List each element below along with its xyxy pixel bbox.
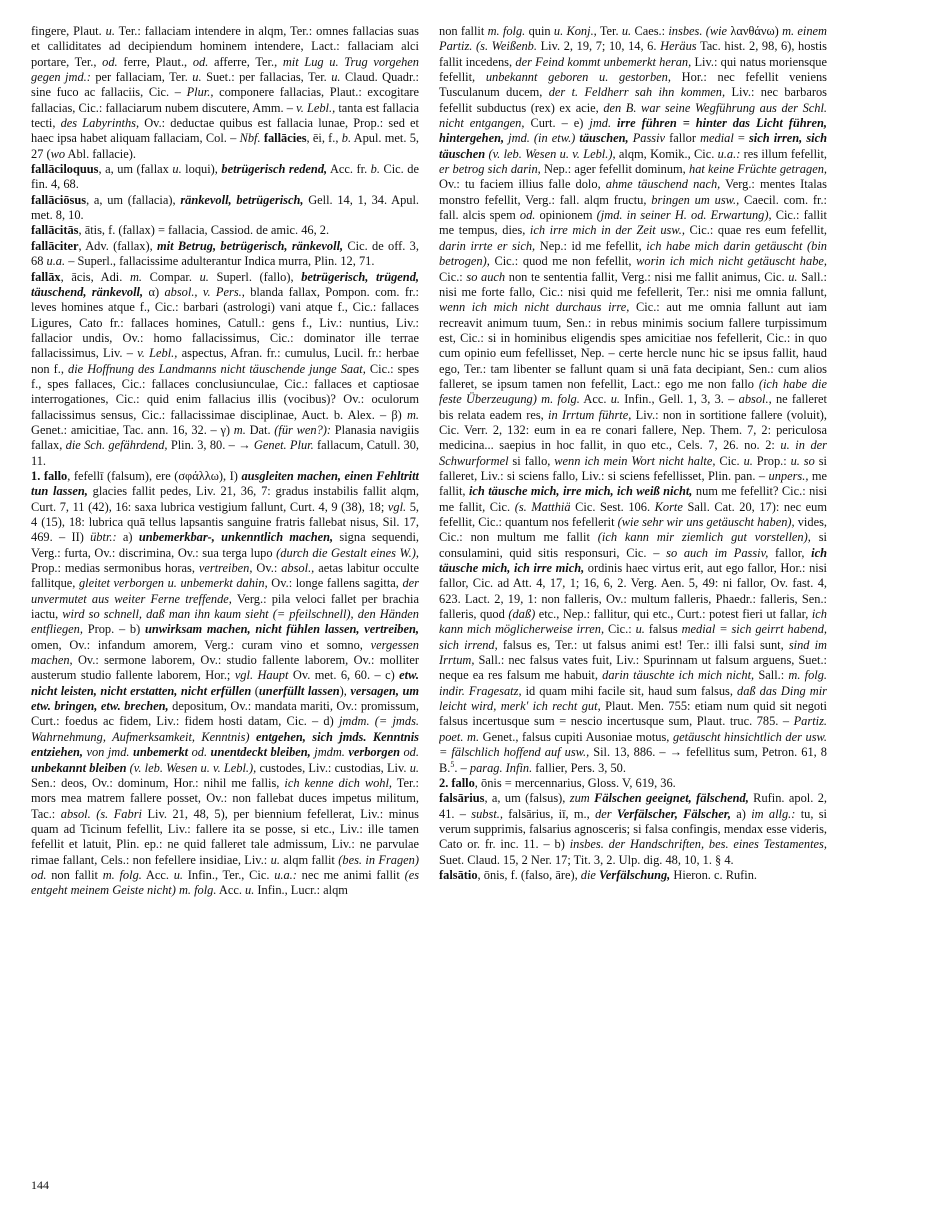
entry-text: a) xyxy=(116,530,139,545)
entry-text: v. Lebl., xyxy=(137,346,178,361)
entry-text: in Irrtum führte, xyxy=(548,407,632,422)
entry-text: falsus es, Ter.: ut falsus animi est! Ter.: illi falsi sunt, xyxy=(497,637,789,652)
entry-text: afferre, Ter., xyxy=(208,54,283,69)
entry-text: ), xyxy=(339,683,351,698)
entry-text: od. xyxy=(192,54,209,69)
entry-text: ferre, Plaut., xyxy=(117,54,193,69)
entry-text: glacies fallit pedes, Liv. 21, 36, 7: gradus instabilis fallit alqm, Curt. 7, 11 (42), 16: saxa lubrica vestigium fallunt, Curt. 4, 9 (38), 18; xyxy=(31,484,419,514)
entry-text: . – xyxy=(454,760,470,775)
entry-text: Cic.: xyxy=(439,269,467,284)
entry-text: Suet.: per fallacias, Ter. xyxy=(201,70,332,85)
entry-text: bringen um usw., xyxy=(651,192,740,207)
entry-text: vides, Cic.: non multum me fallit xyxy=(439,515,827,545)
entry-text: Plur., xyxy=(186,85,214,100)
entry-text: von jmd. xyxy=(86,745,130,760)
entry-text: Acc. fr. xyxy=(327,162,371,177)
entry-text: Infin., Ter., Cic. xyxy=(183,867,275,882)
entry-text: darin irrte er sich, xyxy=(439,238,536,253)
entry-text: jmd. xyxy=(589,116,612,131)
entry-text: u. so xyxy=(790,453,815,468)
entry-text: si consulamini, quid sitis responsuri, Cic. – xyxy=(439,530,827,560)
entry-headword: fallāciloquus xyxy=(31,162,99,177)
entry-text: Korte xyxy=(654,499,683,514)
entry-text: u.a.: xyxy=(274,867,297,882)
entry-text: , Adv. (fallax), xyxy=(78,238,158,253)
dictionary-entry xyxy=(439,868,827,883)
entry-text: Fälschen geeignet, fälschend, xyxy=(589,791,749,806)
entry-text: betrügerisch, trügend, täuschend, ränkevoll, xyxy=(31,269,419,299)
entry-text: fingere, Plaut. xyxy=(31,24,106,38)
entry-text: Nbf. xyxy=(239,131,261,146)
entry-text: Ov. met. 6, 60. – c) xyxy=(288,668,400,683)
entry-text: unbemerkbar-, unkenntlich machen, xyxy=(138,530,334,545)
entry-text: m. folg. xyxy=(102,867,142,882)
dictionary-entry xyxy=(31,193,419,224)
entry-text: b. xyxy=(370,162,380,177)
entry-headword: 2. fallo xyxy=(439,775,475,790)
entry-text: m. folg. xyxy=(487,24,526,38)
entry-text: Verfälschung, xyxy=(595,867,671,882)
entry-text: wenn ich mich nicht durchaus irre, xyxy=(439,300,630,315)
entry-text: ich habe mich darin getäuscht (bin betrogen), xyxy=(439,238,827,269)
entry-text: v. Lebl., xyxy=(296,100,336,115)
entry-text: Apul. met. 5, 27 ( xyxy=(31,131,419,161)
entry-text: Nep.: ager fefellit dominum, xyxy=(540,162,689,177)
entry-text: absol., v. Pers., xyxy=(164,284,245,299)
entry-text: , ācis, Adi. xyxy=(60,269,130,284)
entry-text: darin täuschte ich mich nicht, xyxy=(602,668,755,683)
entry-text: fallier, Pers. 3, 50. xyxy=(532,760,626,775)
entry-text: u. xyxy=(199,269,209,284)
entry-text: (ich habe die feste Überzeugung) m. folg. xyxy=(439,376,827,407)
entry-text: tu, si verum supprimis, falsarius agnosceris; si falsa confingis, mendax esse videris, Cato or. fr. inc. 11. – b) xyxy=(439,806,827,852)
entry-text: ich kenne dich wohl, xyxy=(284,775,393,790)
entry-text: im allg.: xyxy=(751,806,796,821)
entry-text: Cic.: quae res eum fefellit, xyxy=(684,223,827,238)
entry-text: ahme täuschend nach, xyxy=(605,177,721,192)
entry-text: mit Lug u. Trug vorgehen gegen jmd.: xyxy=(31,54,419,85)
entry-text: (daß) xyxy=(508,607,536,622)
entry-text: m. folg. indir. Fragesatz, xyxy=(439,668,827,698)
entry-text: Verfälscher, Fälscher, xyxy=(611,806,731,821)
entry-text: u. xyxy=(105,24,115,38)
entry-text: fallor, xyxy=(768,545,812,560)
entry-text: quin xyxy=(525,24,554,38)
entry-text: Ov.: sermone laborem, Ov.: studio fallente laborem, Ov.: molliter austerum studio fallente laborem, Hor.; xyxy=(31,653,419,683)
entry-text: Verg.: pila veloci fallet per brachia iactu, xyxy=(31,591,419,622)
entry-text: Genet.: amicitiae, Tac. ann. 16, 32. – γ) xyxy=(31,422,234,437)
entry-text: (ich kann mir ziemlich gut vorstellen), xyxy=(597,530,811,545)
entry-text: Hor.: nec fefellit veniens Tusculanum ducem, xyxy=(439,70,827,100)
entry-text: Ov.: tu faciem illius falle dolo, xyxy=(439,177,606,192)
entry-text: Gell. 14, 1, 34. Apul. met. 8, 10. xyxy=(31,192,419,223)
entry-text: so auch xyxy=(466,269,506,284)
entry-text: unbekannt bleiben xyxy=(31,760,127,775)
entry-text: der Feind kommt unbemerkt heran, xyxy=(515,54,692,69)
entry-text: ränkevoll, betrügerisch, xyxy=(180,192,304,207)
entry-text: mit Betrug, betrügerisch, ränkevoll, xyxy=(157,238,344,253)
entry-text: falsārius, iī, m., xyxy=(502,806,596,821)
entry-text: u. Konj., xyxy=(553,24,597,38)
entry-headword: fallāciter xyxy=(31,238,79,253)
entry-text: aspectus, Afran. fr.: cumulus, Lucil. fr.: herbae non f., xyxy=(31,346,419,376)
entry-text: u.a. xyxy=(46,254,66,269)
dictionary-entry xyxy=(439,24,827,776)
dictionary-entry xyxy=(31,162,419,193)
entry-text: , ōnis, f. (falso, āre), xyxy=(477,867,581,882)
entry-text: = xyxy=(733,131,749,146)
entry-text: subst., xyxy=(471,806,503,821)
entry-text: si falleret, Liv.: si sciens fallo, Liv.: si sciens fefellisset, Plin. pan. – xyxy=(439,453,827,483)
entry-text: zum xyxy=(569,791,590,806)
entry-text: u. xyxy=(270,852,280,867)
entry-text: Liv.: non in sortitione fallere (voluit), Cic. Verr. 2, 132: eum in ea re conari fallere, Nep. Them. 7, 2: periculosa medicina... saepius in hoc fallit, in quo etc., Cels. 7, 26. no. 2: xyxy=(439,407,827,453)
entry-text: u. xyxy=(409,760,419,775)
entry-text: Infin., Lucr.: alqm xyxy=(254,883,348,898)
entry-text: vergessen machen, xyxy=(31,637,419,668)
entry-text: (v. leb. Wesen u. v. Lebl.), xyxy=(488,146,616,161)
entry-text: u. in der Schwurformel xyxy=(439,438,827,468)
entry-text: Planasia navigiis fallax, xyxy=(31,422,419,453)
entry-text: (wie sehr wir uns getäuscht haben), xyxy=(617,515,795,529)
entry-headword: falsātio xyxy=(439,867,478,882)
entry-text: Sall. Cat. 20, 17): nec eum fefellit, Cic.: quantum nos fefellerit xyxy=(439,499,827,529)
entry-text: Prop.: medias sermonibus horas, xyxy=(31,561,199,576)
entry-text: Cic. xyxy=(715,453,744,468)
entry-text: , fefellī (falsum), ere (σφάλλω), I) xyxy=(67,468,242,483)
entry-text: Plin. 3, 80. – → xyxy=(167,438,254,453)
entry-text: Cic.: quod me non fefellit, xyxy=(489,254,637,269)
entry-text: Ov.: xyxy=(252,561,282,576)
entry-text: gleitet verborgen u. unbemerkt dahin, xyxy=(78,576,268,591)
entry-text: m. einem Partiz. (s. Weißenb. xyxy=(439,24,827,54)
entry-text: Liv.: nec barbaros fefellit subductus (rex) ex acie, xyxy=(439,85,827,115)
entry-text: etc., Nep.: fallitur, qui etc., Curt.: potest fieri ut fallar, xyxy=(535,607,812,622)
entry-text: Tac. hist. 2, 98, 6), hostis fallit incedens, xyxy=(439,39,827,69)
entry-text: wird so schnell, daß man ihn kaum sieht (= pfeilschnell), den Händen entfliegen, xyxy=(31,607,419,637)
entry-text: , ōnis = mercennarius, Gloss. V, 619, 36. xyxy=(474,775,676,790)
entry-text: blanda fallax, Pompon. com. fr.: leves homines atque f., Cic.: barbari (astrologi) vani atque f., Cic.: fallaces Ligures, Cato fr.: fallaces homines, Catull.: gens f., Liv.: nuntius, Liv.: fallacior undis, Ov.: homo fallacissimus, Cic.: dominator ille terrae fallacissimus, Liv. – xyxy=(31,284,419,361)
entry-text: Curt. – e) xyxy=(524,116,590,131)
entry-text: verborgen xyxy=(344,745,400,760)
entry-text: non fallit xyxy=(46,867,103,882)
entry-text: – Superl., fallacissime adulterantur Indica murra, Plin. 12, 71. xyxy=(65,254,375,269)
entry-text: Sall.: xyxy=(754,668,789,683)
entry-text: worin ich mich nicht getäuscht habe, xyxy=(636,254,827,269)
entry-text: Acc. xyxy=(216,883,246,898)
entry-text: me fallit, xyxy=(439,468,827,499)
left-column xyxy=(31,24,419,1176)
entry-text: insbes. der Handschriften, bes. eines Testamentes, xyxy=(569,837,827,852)
entry-text: Acc. xyxy=(579,392,611,407)
entry-text: od. xyxy=(102,54,118,69)
entry-text: der xyxy=(595,806,612,821)
entry-text: λανθάνω) xyxy=(727,24,783,38)
entry-text: Cic.: xyxy=(604,622,636,637)
entry-text: Cic.: spes f., spes fallaces, Cic.: fallaces conclusiunculae, Cic.: fallaces et captiosae interrogationes, Cic.: quid enim fallacius illis (vocibus)? Ov.: oculorum fallacissimus sensus, Cic.: fallacissimae disciplinae, Auct. b. Alex. – β) xyxy=(31,361,419,422)
entry-text: u. xyxy=(192,70,202,85)
entry-text: insbes. (wie xyxy=(668,24,728,38)
entry-text: componere fallacias, Plaut.: excogitare fallacias, Cic.: fallaciarum nubem discutere, Amm. – xyxy=(31,85,419,115)
entry-headword: 1. fallo xyxy=(31,468,68,483)
entry-text: Cic.: fallit me tempus, dies, xyxy=(439,208,827,238)
page-number: 144 xyxy=(31,1178,49,1192)
entry-text: Sen.: deos, Ov.: dominum, Hor.: nihil me fallis, xyxy=(31,775,285,790)
entry-text: , a, um (falsus), xyxy=(484,791,570,806)
right-column xyxy=(439,24,827,1176)
entry-text: Acc. xyxy=(141,867,174,882)
entry-text: opinionem xyxy=(535,208,597,223)
entry-text: (für wen?): xyxy=(274,422,332,437)
entry-text: daß das Ding mir leicht wird, merk' ich recht gut, xyxy=(439,683,827,714)
entry-text: , a, um (fallax xyxy=(98,162,173,177)
entry-text: unbekannt geboren u. gestorben, xyxy=(485,70,671,85)
entry-text: die Sch. gefährdend, xyxy=(65,438,168,453)
entry-text: alqm, Komik., Cic. xyxy=(615,146,718,161)
entry-text: die xyxy=(580,867,596,882)
entry-text: unentdeckt bleiben, xyxy=(207,745,311,760)
entry-text: den B. war seine Wegführung aus der Schl. nicht entgangen, xyxy=(439,100,827,131)
entry-text: m. xyxy=(129,269,142,284)
dictionary-entry xyxy=(439,776,827,791)
entry-text: ausgleiten machen, einen Fehltritt tun lassen, xyxy=(31,468,419,499)
entry-text: α) xyxy=(143,284,165,299)
entry-text: sind im Irrtum, xyxy=(439,637,827,668)
entry-text: tanta est fallacia tecti, xyxy=(31,100,419,131)
entry-text: absol. (s. Fabri xyxy=(60,806,142,821)
entry-text: jmd. (in etw.) xyxy=(508,131,576,146)
entry-text: Nep.: id me fefellit, xyxy=(535,238,647,253)
entry-text: Prop. – b) xyxy=(82,622,145,637)
entry-headword: falsārius xyxy=(439,791,485,806)
entry-text: aetas labitur occulte fallitque, xyxy=(31,561,419,591)
entry-text: 5 xyxy=(450,759,455,769)
entry-text: ich irre mich in der Zeit usw., xyxy=(529,223,685,238)
entry-text: , a, um (fallacia), xyxy=(86,192,181,207)
entry-text: u. xyxy=(331,70,341,85)
entry-headword: fallāx xyxy=(31,269,61,284)
entry-text: Infin., Gell. 1, 3, 3. – xyxy=(620,392,739,407)
entry-text: vertreiben, xyxy=(198,561,253,576)
entry-text: fallor xyxy=(665,131,701,146)
entry-text: a) xyxy=(730,806,752,821)
entry-text: Sall.: nec falsus vates fuit, Liv.: Spurinnam ut falsum arguens, Suet.: neque ea res falsum me habuit, xyxy=(439,653,827,683)
entry-text: ich kann mich möglicherweise irren, xyxy=(439,607,827,637)
entry-text: Ter.: mors mea matrem fallere posset, Ov.: non fallebat duces impetus militum, Tac.: xyxy=(31,775,419,821)
entry-text: (v. leb. Wesen u. v. Lebl.), xyxy=(129,760,257,775)
entry-text: unwirksam machen, nicht fühlen lassen, vertreiben, xyxy=(144,622,419,637)
dictionary-entry xyxy=(31,270,419,469)
entry-text: parag. Infin. xyxy=(469,760,533,775)
entry-text: si fallo, xyxy=(508,453,555,468)
entry-text: vgl. Haupt xyxy=(234,668,289,683)
entry-text: er betrog sich darin, xyxy=(439,162,541,177)
entry-text: Partiz. poet. m. xyxy=(439,714,827,744)
entry-text: Ter. xyxy=(596,24,622,38)
entry-text: , ātis, f. (fallax) = fallacia, Cassiod. de amic. 46, 2. xyxy=(78,223,330,238)
entry-text: täuschen, xyxy=(575,131,629,146)
entry-text: Ter.: fallaciam intendere in alqm, Ter.: omnes fallacias suas et calliditates ad decipiendum hominem intendere, Lact.: fallaciam alci portare, Ter., xyxy=(31,24,419,69)
entry-text: der t. Feldherr sah ihn kommen, xyxy=(548,85,726,100)
entry-text: u. xyxy=(173,867,184,882)
entry-text: non fallit xyxy=(439,24,488,38)
entry-text: od. xyxy=(519,208,536,223)
entry-text: jmdm. xyxy=(314,745,345,760)
entry-text: Passiv xyxy=(632,131,666,146)
entry-text: Cic. de off. 3, 68 xyxy=(31,238,419,269)
entry-text: Ov.: deductae quibus est fallacia lunae, Prop.: sed et haec ipsa habet aliquam fallaciam, Col. – xyxy=(31,116,419,146)
entry-text: omen, Ov.: infandum amorem, Verg.: curam vino et somno, xyxy=(31,637,371,652)
entry-text: etw. nicht leisten, nicht erstatten, nicht erfüllen xyxy=(31,668,419,698)
entry-text: u. xyxy=(621,24,632,38)
dictionary-entry xyxy=(31,469,419,899)
entry-text: vgl. xyxy=(387,499,407,514)
entry-text: Caes.: xyxy=(631,24,669,38)
entry-text: versagen, um etw. bringen, etw. brechen, xyxy=(31,683,419,714)
entry-text: Sall.: nisi me forte fallo, Cic.: nisi quid me fefellerit, Ter.: nisi me omnia fallunt, xyxy=(439,269,827,299)
entry-text: res illum fefellit, xyxy=(740,146,827,161)
dictionary-entry xyxy=(31,24,419,162)
entry-text: fallacum, Catull. 30, 11. xyxy=(31,438,419,468)
entry-text: wo xyxy=(50,146,66,161)
entry-text: sich irren, sich täuschen xyxy=(439,131,827,161)
dictionary-entry xyxy=(439,791,827,868)
entry-text: (s. Matthiä xyxy=(514,499,571,514)
entry-text: od. xyxy=(191,745,208,760)
dictionary-entry xyxy=(31,239,419,270)
entry-text: Cic.: aut me omnia fallunt aut iam recreavit animum tuum, Sen.: in rebus minimis socium fallere turpissimum est, Cic.: si in hominibus eligendis spes amicitiae nos fefellerit, Cic.: in quo cum opinio eum fefellisset, Nep. – certe hercle nunc hic se ipsus fallit, haud ego, Ter.: tam libenter se fallunt quam si unā fata decipiant, Sen.: cum alios falleret, se ipsum tamen non fefellit, Lact.: ego me non fallo xyxy=(439,300,827,391)
entry-text: Rufin. apol. 2, 41. – xyxy=(439,791,827,821)
entry-text: ( xyxy=(251,683,259,698)
entry-text: per fallaciam, Ter. xyxy=(90,70,193,85)
entry-text: ich täusche mich, ich irre mich, xyxy=(439,545,827,576)
entry-text: fallācies xyxy=(260,131,307,146)
entry-text: Liv. 21, 48, 5), per biennium fefellerat, Liv.: minus quam ad Ticinum fefellit, Liv.: fallere ita se posse, si etc., Liv.: ille tamen fefellit et latuit, Plin. ep.: ne quid falleret tale admissum, Liv.: ne parvulae rimae fallant, Cels.: non fefellere insidiae, Liv.: xyxy=(31,806,419,867)
entry-text: b. xyxy=(341,131,352,146)
entry-text: 5, 4 (15), 18: lubrica quā tellus lapsantis sanguine fratris fallebat nisus, Sil. 17, 469. – II) xyxy=(31,499,419,545)
entry-text: absol., xyxy=(738,392,772,407)
entry-text: u. xyxy=(172,162,182,177)
entry-text: custodes, Liv.: custodias, Liv. xyxy=(256,760,410,775)
entry-text: Liv. 2, 19, 7; 10, 14, 6. xyxy=(536,39,661,54)
entry-text: ich täusche mich, irre mich, ich weiß nicht, xyxy=(468,484,693,499)
entry-text: unpers., xyxy=(768,468,809,483)
dictionary-entry xyxy=(31,223,419,238)
entry-text: Plaut. Men. 755: etiam num quid sit negoti falsus incertusque sum = nescio incertusque sum, Plaut. truc. 785. – xyxy=(439,699,827,729)
entry-text: unerfüllt lassen xyxy=(258,683,340,698)
entry-text: betrügerisch redend, xyxy=(221,162,328,177)
entry-text: Dat. xyxy=(245,422,275,437)
entry-text: u. xyxy=(788,269,798,284)
entry-text: jmdm. (= jmds. Wahrnehmung, Aufmerksamkeit, Kenntnis) xyxy=(31,714,419,744)
entry-text: , ēi, f., xyxy=(306,131,342,146)
entry-text: Hieron. c. Rufin. xyxy=(670,867,758,882)
entry-text: Prop.: xyxy=(752,453,791,468)
entry-text: alqm fallit xyxy=(279,852,339,867)
entry-text: Suet. Claud. 15, 2 Ner. 17; Tit. 3, 2. Ulp. dig. 48, 10, 1. § 4. xyxy=(439,852,734,867)
entry-text: medial = sich geirrt habend, sich irrend, xyxy=(439,622,827,652)
entry-text: Liv.: qui natus moriensque fefellit, xyxy=(439,54,827,85)
entry-text: Cic. de fin. 4, 68. xyxy=(31,162,419,192)
entry-text: u. xyxy=(743,453,753,468)
entry-text: m. xyxy=(233,422,246,437)
entry-text: signa sequendi, Verg.: furta, Ov.: discrimina, Ov.: sua terga lupo xyxy=(31,530,419,560)
entry-text: ne falleret bis relata eadem res, xyxy=(439,392,827,422)
entry-text: (bes. in Fragen) od. xyxy=(31,852,419,882)
entry-text: (es entgeht meinem Geiste nicht) m. folg. xyxy=(31,867,419,898)
entry-text: nec me animi fallit xyxy=(296,867,405,882)
entry-text: Claud. Quadr.: sine fuco ac fallaciis, Cic. – xyxy=(31,70,419,100)
entry-text: Genet., falsus cupiti Ausoniae motus, xyxy=(479,729,673,744)
entry-text: Sil. 13, 886. – → fefellitus sum, Petron. 61, 8 B. xyxy=(439,745,827,775)
entry-text: Compar. xyxy=(141,269,200,284)
entry-text: getäuscht hinsichtlich der usw. = fälschlich hoffend auf usw., xyxy=(439,729,827,760)
entry-text: (durch die Gestalt eines W.), xyxy=(276,545,419,560)
entry-text: Abl. fallacie). xyxy=(65,146,136,161)
entry-text: wenn ich mein Wort nicht halte, xyxy=(554,453,716,468)
entry-text: irre führen = hinter das Licht führen, hintergehen, xyxy=(439,116,827,146)
entry-text: (jmd. in seiner H. od. Erwartung), xyxy=(596,208,772,223)
entry-headword: fallācitās xyxy=(31,223,79,238)
entry-text: m. xyxy=(406,407,419,422)
entry-text: u. xyxy=(610,392,620,407)
entry-text: Heräus xyxy=(660,39,697,54)
entry-text: Caecil. com. fr.: fall. alcis spem xyxy=(439,192,827,223)
entry-text: Cic. Sest. 106. xyxy=(570,499,655,514)
entry-text: unbemerkt xyxy=(129,745,189,760)
entry-text: hat keine Früchte getragen, xyxy=(689,162,827,177)
entry-text: der unvermutet aus weiter Ferne treffende, xyxy=(31,576,419,606)
entry-text: absol., xyxy=(281,561,315,576)
entry-text: die Hoffnung des Landmanns nicht täuschende junge Saat, xyxy=(68,361,366,376)
entry-text: Superl. (fallo), xyxy=(208,269,302,284)
entry-text: entgehen, sich jmds. Kenntnis entziehen, xyxy=(31,729,419,760)
entry-headword: fallāciōsus xyxy=(31,192,87,207)
entry-text: num me fefellit? Cic.: nisi me fallit, Cic. xyxy=(439,484,827,514)
entry-text: non te sententia fallit, Verg.: nisi me fallit animus, Cic. xyxy=(505,269,789,284)
entry-text: ordinis haec virtus erit, aut ego fallor, Hor.: nisi fallor, Cic. ad Att. 4, 17, 1; 16, 6, 2. Verg. Aen. 5, 49: ni fallor, Ov. fast. 4, 623. Lact. 2, 19, 1: non falleris, Ov.: multum falleris, Phaedr.: falleris, Sen.: falleris, quod xyxy=(439,561,827,622)
entry-text: falsus xyxy=(644,622,682,637)
entry-text: Ov.: longe fallens sagitta, xyxy=(267,576,403,591)
entry-text: medial xyxy=(700,131,734,146)
entry-text: id quam mihi facile sit, haud sum falsus, xyxy=(521,683,738,698)
entry-text: loqui), xyxy=(181,162,222,177)
entry-text: Verg.: mentes Italas monstro fefellit, Verg.: fall. alqm fructu, xyxy=(439,177,827,207)
entry-text: u. xyxy=(635,622,645,637)
entry-text: depositum, Ov.: mandata mariti, Ov.: promissum, Curt.: foedus ac fidem, Liv.: fidem hosti datam, Cic. – d) xyxy=(31,699,419,729)
entry-text: Genet. Plur. xyxy=(253,438,314,453)
entry-text: u. xyxy=(245,883,255,898)
entry-text: des Labyrinths, xyxy=(60,116,140,131)
entry-text: od. xyxy=(403,745,419,760)
entry-text: übtr.: xyxy=(90,530,117,545)
entry-text: u.a.: xyxy=(717,146,741,161)
entry-text: so auch im Passiv, xyxy=(666,545,769,560)
